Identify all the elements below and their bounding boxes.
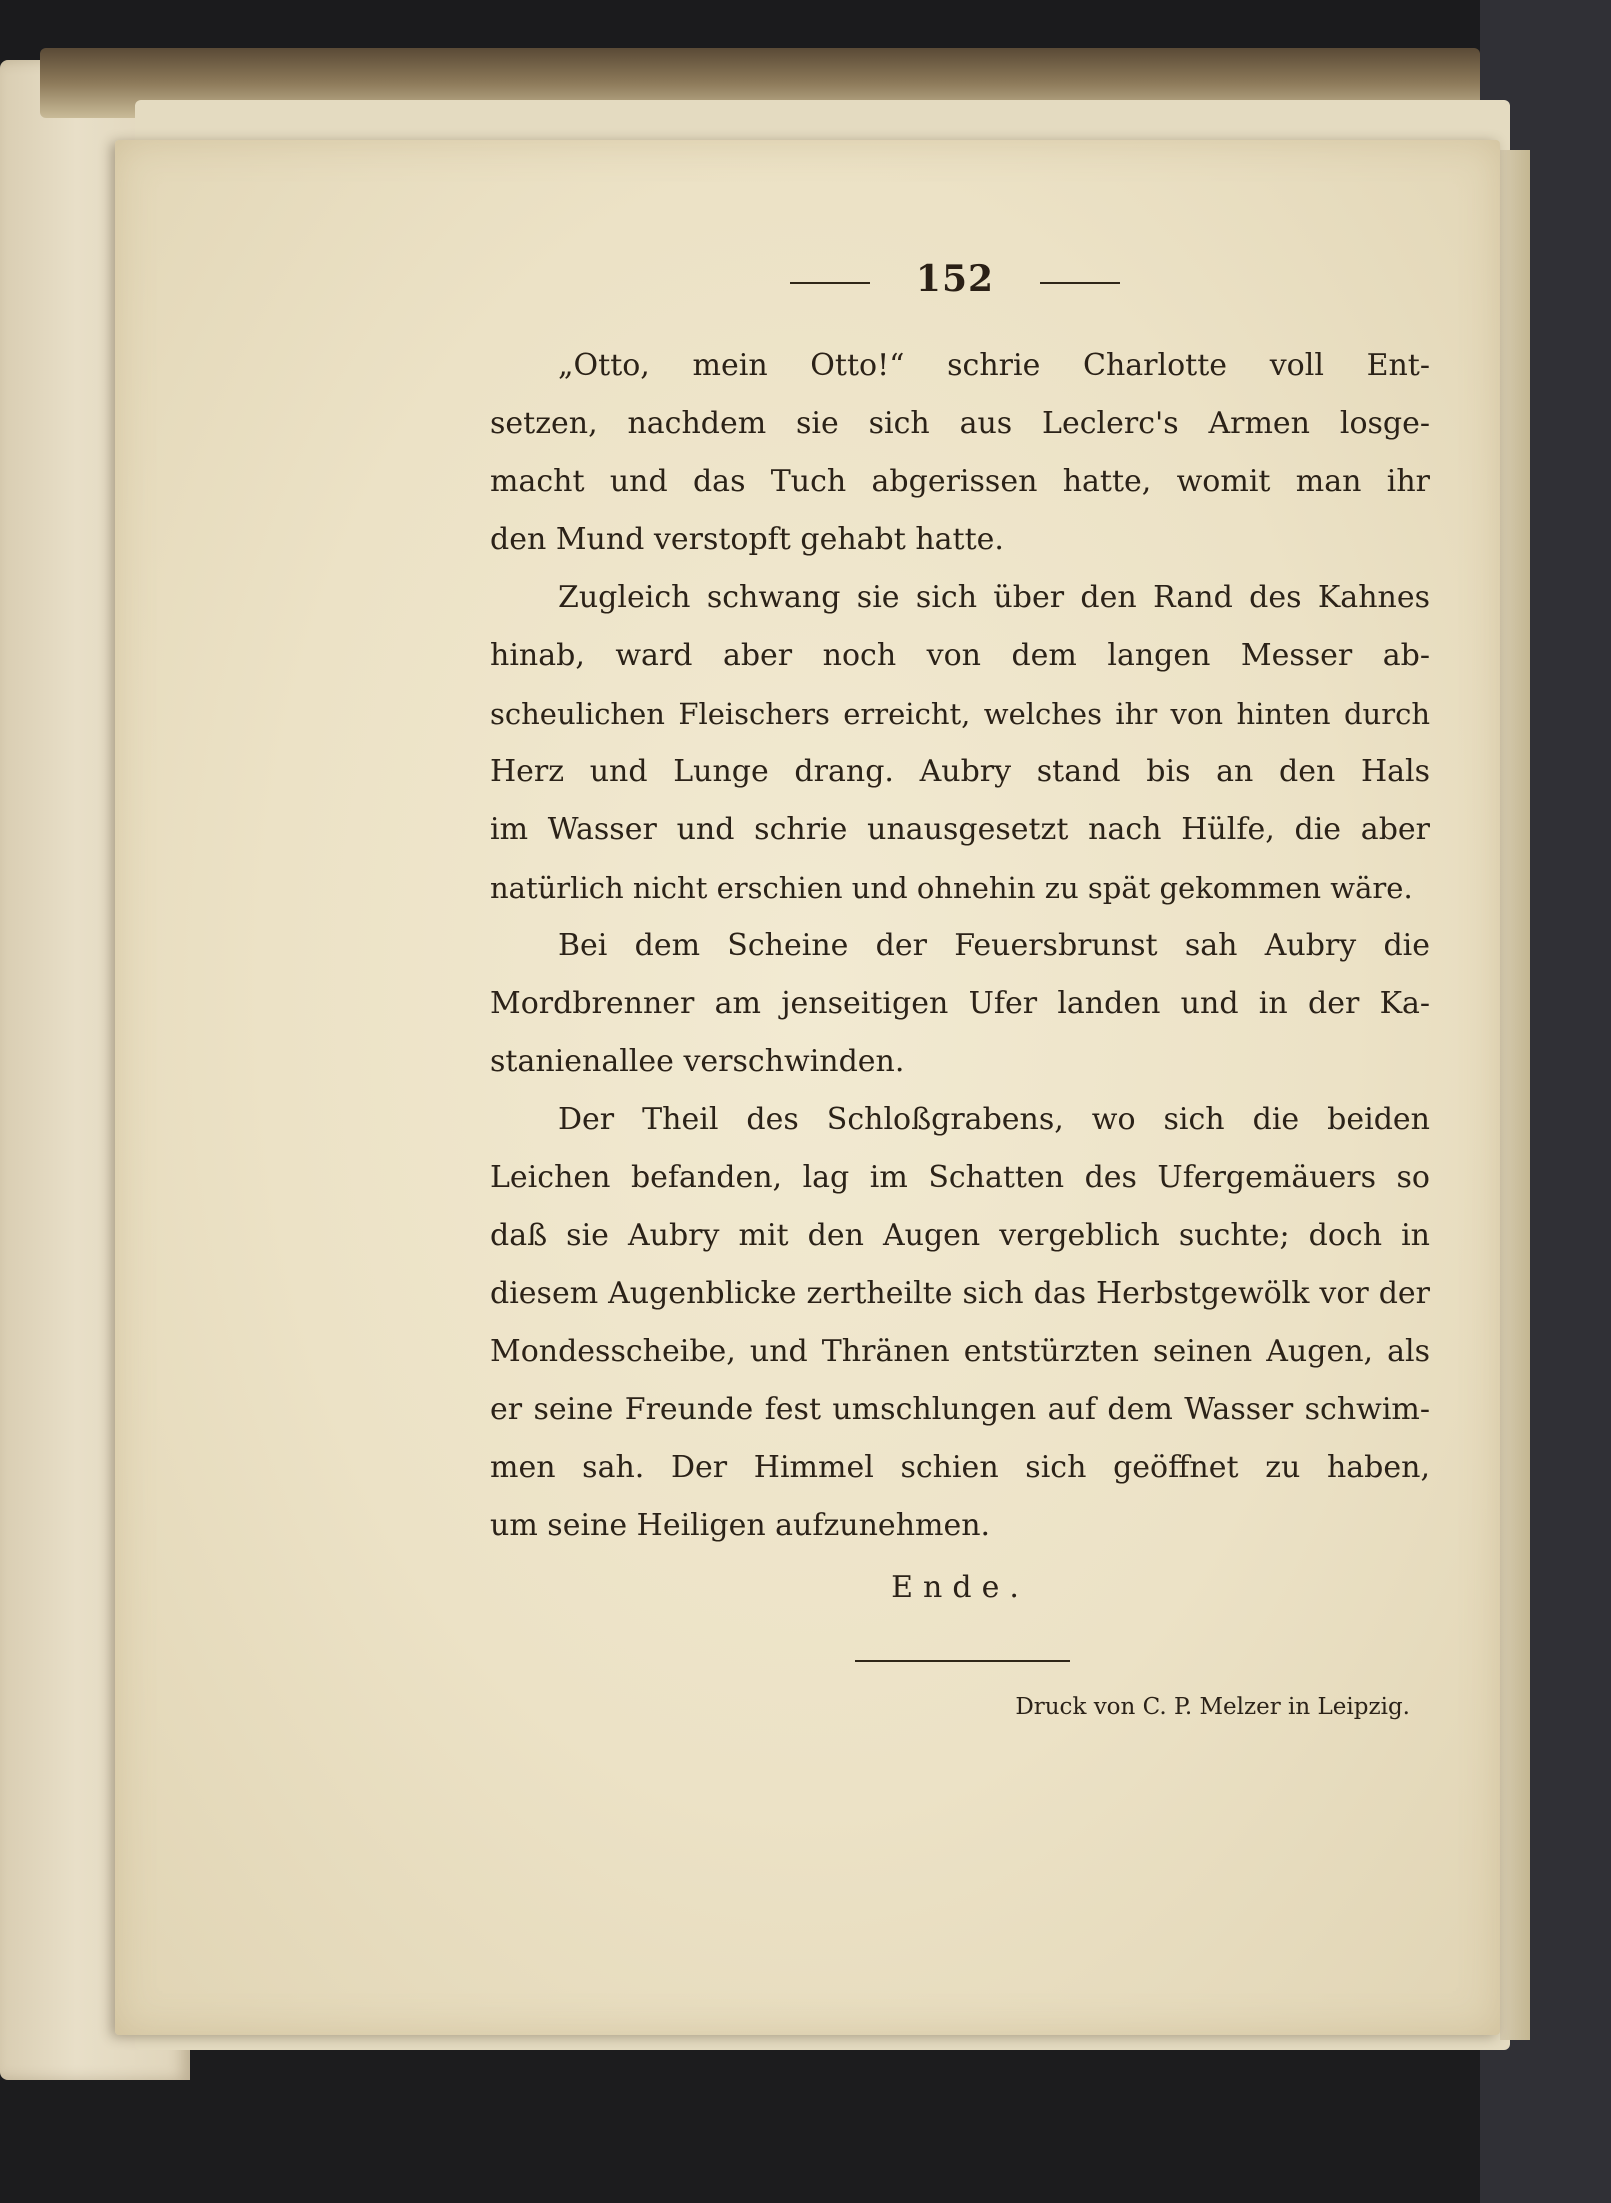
text-line: diesem Augenblicke zertheilte sich das Herbstgewölk vor der [490,1276,1430,1311]
text-line: im Wasser und schrie unausgesetzt nach Hülfe, die aber [490,812,1430,847]
page-number: 152 [915,258,995,300]
text-line: hinab, ward aber noch von dem langen Messer ab- [490,638,1430,673]
text-line: stanienallee verschwinden. [490,1044,905,1079]
text-line: natürlich nicht erschien und ohnehin zu spät gekommen wäre. [490,871,1413,905]
text-line: „Otto, mein Otto!“ schrie Charlotte voll Ent- [558,348,1430,383]
text-line: den Mund verstopft gehabt hatte. [490,522,1004,557]
body-text [490,337,1430,1555]
page-right-edge [1500,150,1530,2040]
text-line: Der Theil des Schloßgrabens, wo sich die beiden [558,1102,1430,1137]
text-line: Zugleich schwang sie sich über den Rand des Kahnes [558,580,1430,615]
text-line: Bei dem Scheine der Feuersbrunst sah Aubry die [558,928,1430,963]
paragraph [490,569,1430,917]
text-line: scheulichen Fleischers erreicht, welches ihr von hinten durch [490,697,1430,731]
text-line: Mordbrenner am jenseitigen Ufer landen und in der Ka- [490,986,1430,1021]
text-line: macht und das Tuch abgerissen hatte, womit man ihr [490,464,1430,499]
text-line: Leichen befanden, lag im Schatten des Ufergemäuers so [490,1160,1430,1195]
printer-imprint: Druck von C. P. Melzer in Leipzig. [1015,1694,1410,1720]
text-line: Herz und Lunge drang. Aubry stand bis an den Hals [490,754,1430,789]
page-header [790,258,1120,308]
paragraph [490,1091,1430,1555]
paragraph [490,337,1430,569]
paragraph [490,917,1430,1091]
text-line: setzen, nachdem sie sich aus Leclerc's Armen losge- [490,406,1430,441]
text-line: daß sie Aubry mit den Augen vergeblich suchte; doch in [490,1218,1430,1253]
header-rule-right [1040,282,1120,284]
scan-background-bottom [0,2050,1611,2203]
text-line: Mondesscheibe, und Thränen entstürzten seinen Augen, als [490,1334,1430,1369]
footer-rule [855,1660,1070,1662]
text-line: er seine Freunde fest umschlungen auf dem Wasser schwim- [490,1392,1430,1427]
text-line: men sah. Der Himmel schien sich geöffnet zu haben, [490,1450,1430,1485]
ende-label: Ende. [891,1570,1029,1605]
text-line: um seine Heiligen aufzunehmen. [490,1508,991,1543]
